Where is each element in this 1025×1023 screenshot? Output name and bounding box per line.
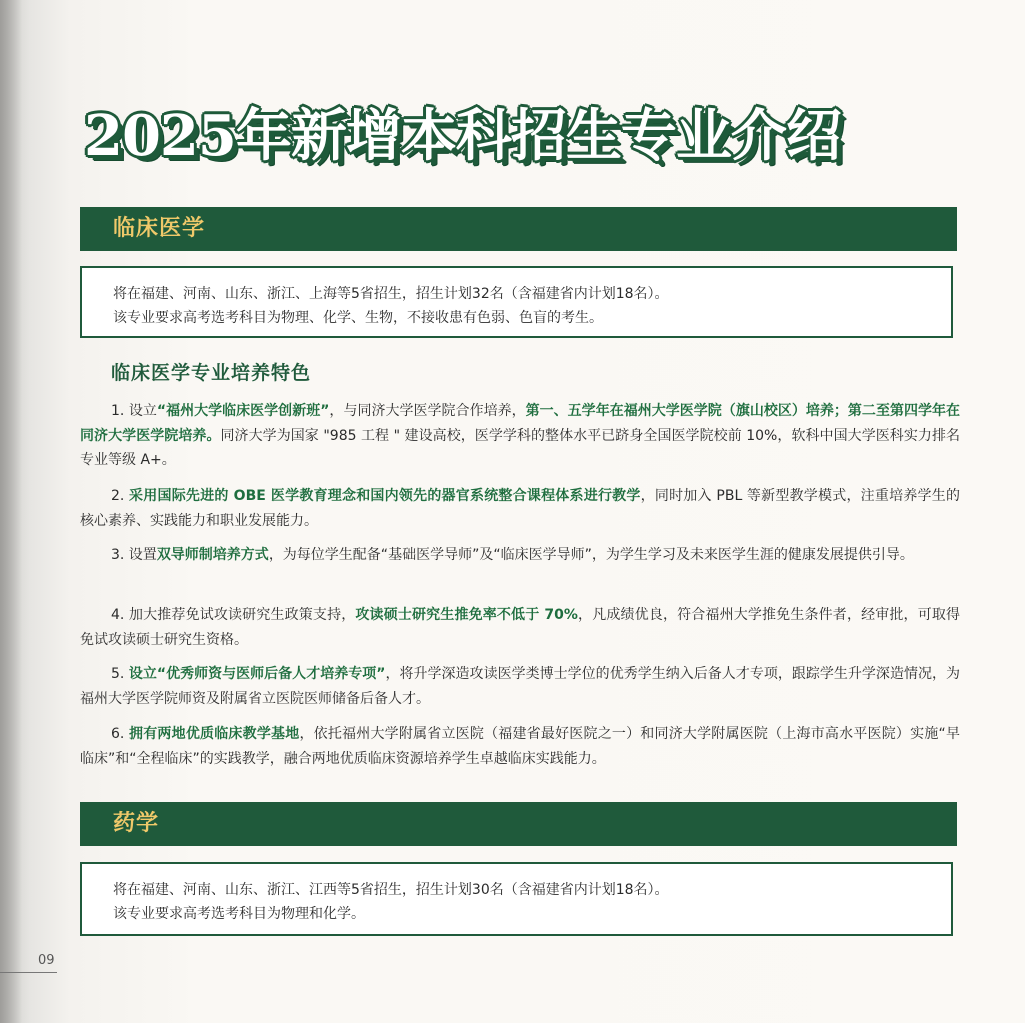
feature-item-2 (80, 484, 960, 533)
feature-text: 1. 设立 (111, 403, 157, 419)
section-heading-clinical: 临床医学 (113, 216, 206, 241)
feature-highlight: 攻读硕士研究生推免率不低于 70% (355, 607, 578, 623)
feature-text: ，同时加入 PBL 等新型教学模式，注重培养学生的核心素养、实践能力和职业发展能力。 (80, 488, 960, 529)
feature-item-5 (80, 662, 960, 711)
info-box-clinical (80, 266, 953, 338)
feature-highlight: 拥有两地优质临床教学基地 (129, 726, 300, 742)
feature-text: ，将升学深造攻读医学类博士学位的优秀学生纳入后备人才专项，跟踪学生升学深造情况，为福州大学医学院师资及附属省立医院医师储备后备人才。 (80, 666, 961, 707)
feature-text: 2. (111, 488, 130, 504)
feature-text: 3. 设置 (111, 547, 157, 563)
feature-item-4 (80, 603, 960, 652)
info-line: 该专业要求高考选考科目为物理和化学。 (113, 906, 365, 922)
section-header-pharmacy (80, 802, 957, 846)
page-number-rule (0, 972, 57, 973)
feature-text: ，与同济大学医学院合作培养， (329, 403, 526, 419)
feature-item-1 (80, 399, 960, 473)
page-binding-shadow (0, 0, 22, 1023)
feature-text: 4. 加大推荐免试攻读研究生政策支持， (111, 607, 356, 623)
section-header-clinical (80, 207, 957, 251)
feature-text: 同济大学为国家 "985 工程 " 建设高校，医学学科的整体水平已跻身全国医学院校前 10%，软科中国大学医科实力排名专业等级 A+。 (80, 427, 961, 468)
info-line: 将在福建、河南、山东、浙江、江西等5省招生，招生计划30名（含福建省内计划18名）。 (113, 882, 669, 898)
feature-text: 5. (111, 666, 129, 682)
features-heading: 临床医学专业培养特色 (111, 362, 312, 384)
feature-text: ，依托福州大学附属省立医院（福建省最好医院之一）和同济大学附属医院（上海市高水平医院）实施“早临床”和“全程临床”的实践教学，融合两地优质临床资源培养学生卓越临床实践能力。 (80, 726, 960, 767)
info-line: 将在福建、河南、山东、浙江、上海等5省招生，招生计划32名（含福建省内计划18名）。 (113, 286, 669, 302)
feature-item-6 (80, 722, 960, 771)
info-box-pharmacy (80, 862, 953, 936)
feature-highlight: 采用国际先进的 OBE 医学教育理念和国内领先的器官系统整合课程体系进行教学 (129, 488, 641, 504)
feature-highlight: 双导师制培养方式 (156, 547, 269, 563)
info-line: 该专业要求高考选考科目为物理、化学、生物，不接收患有色弱、色盲的考生。 (113, 310, 603, 326)
feature-highlight: 第一、五学年在福州大学医学院（旗山校区）培养；第二至第四学年在同济大学医学院培养。 (80, 403, 961, 444)
feature-text: ，为每位学生配备“基础医学导师”及“临床医学导师”，为学生学习及未来医学生涯的健康发展提供引导。 (268, 547, 914, 563)
feature-highlight: 设立“优秀师资与医师后备人才培养专项” (128, 666, 386, 682)
page-title: 2025年新增本科招生专业介绍 (84, 103, 841, 169)
feature-text: ，凡成绩优良，符合福州大学推免生条件者，经审批，可取得免试攻读硕士研究生资格。 (80, 607, 961, 648)
feature-highlight: “福州大学临床医学创新班” (156, 403, 330, 419)
page-number: 09 (38, 953, 55, 968)
feature-text: 6. (111, 726, 130, 742)
section-heading-pharmacy: 药学 (113, 811, 160, 836)
feature-item-3 (80, 543, 960, 568)
